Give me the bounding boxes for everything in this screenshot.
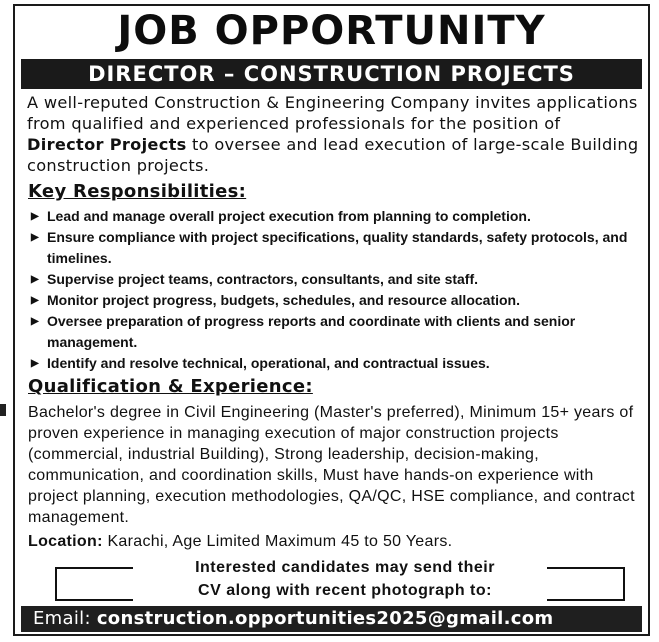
email-label: Email: xyxy=(33,608,97,629)
right-bracket-decoration xyxy=(547,567,625,601)
list-item: ▶ Identify and resolve technical, operational, and contractual issues. xyxy=(27,353,642,374)
ad-title: JOB OPPORTUNITY xyxy=(117,8,546,54)
list-item: ▶ Ensure compliance with project specifications, quality standards, safety protocols, and timelines. xyxy=(31,229,628,266)
bullet-arrow-icon: ▶ xyxy=(31,316,39,327)
position-banner: DIRECTOR – CONSTRUCTION PROJECTS xyxy=(21,59,642,89)
edge-mark xyxy=(0,404,6,416)
apply-instruction-line-1: Interested candidates may send their xyxy=(195,559,495,576)
job-ad-frame xyxy=(13,4,650,636)
qualification-paragraph: Bachelor's degree in Civil Engineering (Master's preferred), Minimum 15+ years of proven experience in managing execution of major construction projects (commercial, industrial Building), Strong leadership, decision-making, communication, and coordination skills, Must have hands-on experience with project planning, execution methodologies, QA/QC, HSE compliance, and contract management. xyxy=(28,404,635,526)
apply-instruction-line-2: CV along with recent photograph to: xyxy=(198,582,492,599)
responsibilities-list xyxy=(27,206,642,374)
location-label: Location: xyxy=(28,533,103,550)
list-item: ▶ Oversee preparation of progress reports and coordinate with clients and senior management. xyxy=(31,313,576,350)
intro-text-1: A well-reputed Construction & Engineering Company invites applications from qualified and experienced professionals for the position of xyxy=(27,93,638,133)
bullet-arrow-icon: ▶ xyxy=(31,274,39,285)
location-value: Karachi, Age Limited Maximum 45 to 50 Years. xyxy=(102,533,453,550)
list-item: ▶ Lead and manage overall project execution from planning to completion. xyxy=(27,206,642,227)
bullet-arrow-icon: ▶ xyxy=(31,211,39,222)
bullet-arrow-icon: ▶ xyxy=(31,295,39,306)
qualification-heading: Qualification & Experience: xyxy=(28,376,313,397)
intro-paragraph xyxy=(27,92,640,176)
bullet-arrow-icon: ▶ xyxy=(31,358,39,369)
intro-text-2: to oversee and lead execution of large-scale Building construction projects. xyxy=(27,135,639,175)
location-line xyxy=(28,533,452,551)
bullet-arrow-icon: ▶ xyxy=(31,232,39,243)
email-banner xyxy=(21,606,642,632)
list-item: ▶ Supervise project teams, contractors, consultants, and site staff. xyxy=(27,269,642,290)
email-address[interactable]: construction.opportunities2025@gmail.com xyxy=(96,608,554,629)
position-name: Director Projects xyxy=(27,135,187,154)
responsibilities-heading: Key Responsibilities: xyxy=(28,181,247,202)
list-item: ▶ Monitor project progress, budgets, schedules, and resource allocation. xyxy=(27,290,642,311)
left-bracket-decoration xyxy=(55,567,133,601)
